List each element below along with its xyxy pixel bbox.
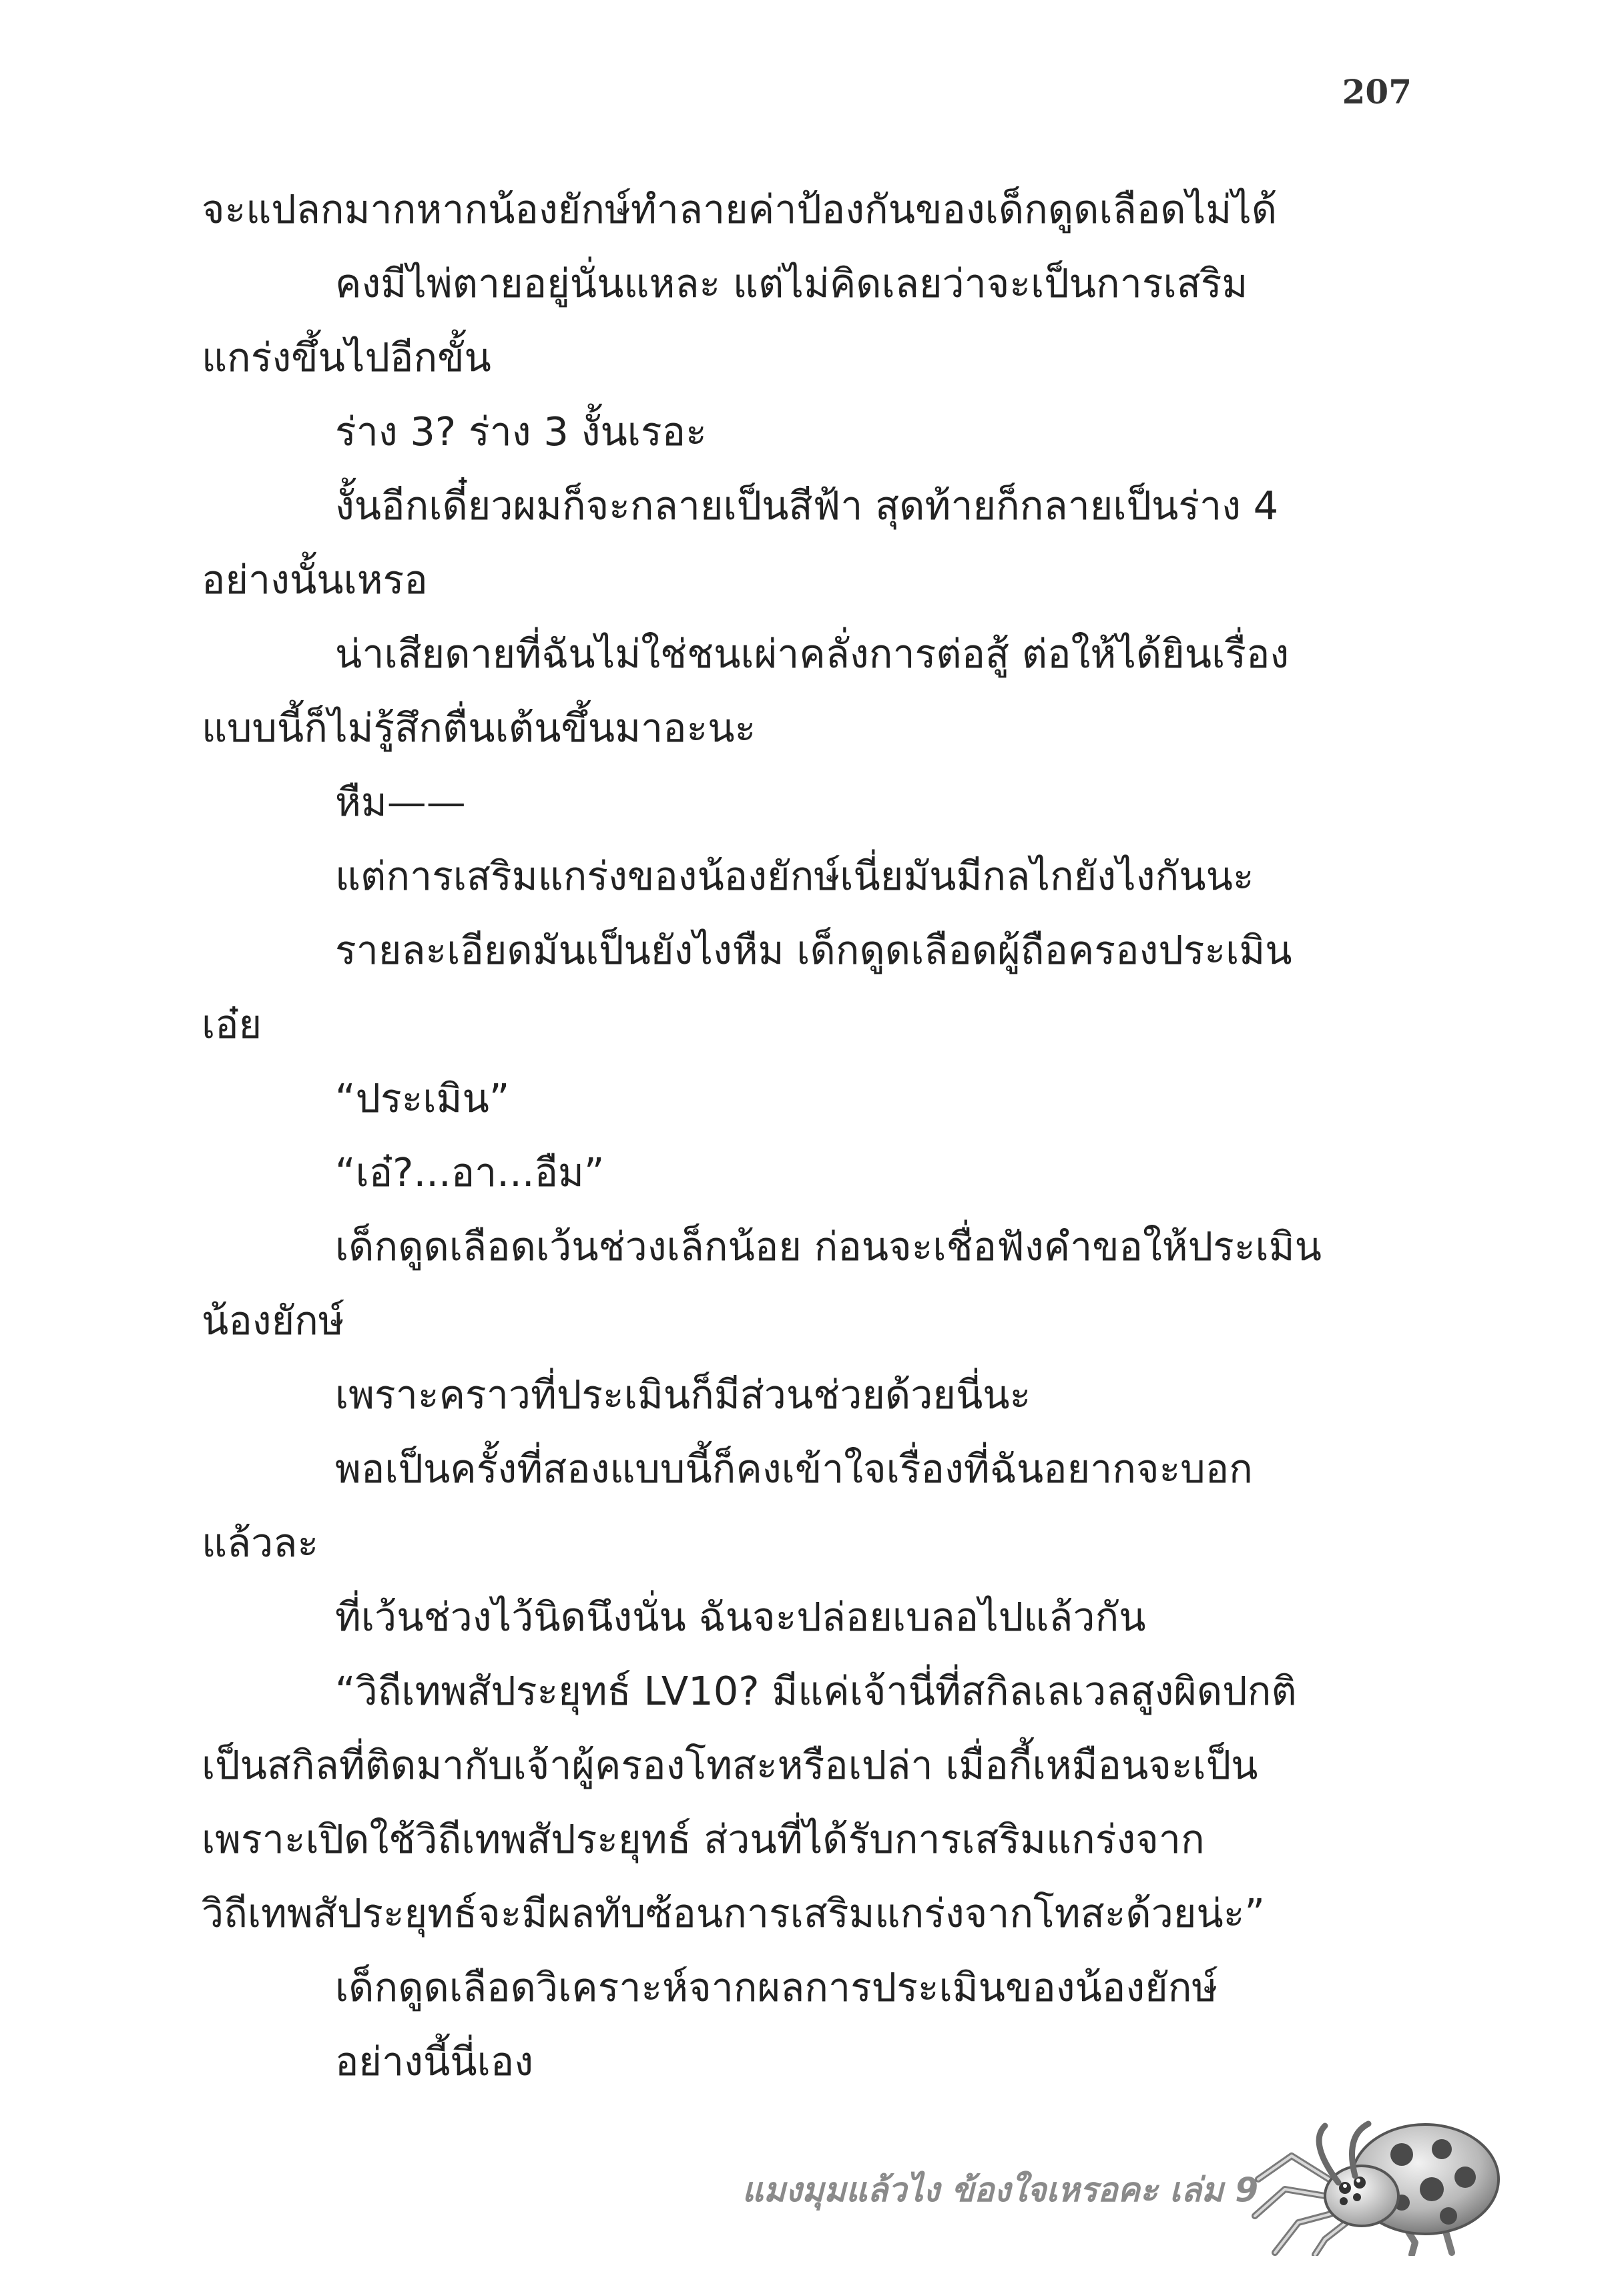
text-line: “ประเมิน”: [335, 1075, 510, 1121]
text-line: แล้วละ: [202, 1520, 319, 1566]
text-line: เป็นสกิลที่ติดมากับเจ้าผู้ครองโทสะหรือเปล่า เมื่อกี้เหมือนจะเป็น: [202, 1742, 1258, 1788]
text-line: อย่างนี้นี่เอง: [335, 2038, 534, 2084]
text-line: แบบนี้ก็ไม่รู้สึกตื่นเต้นขึ้นมาอะนะ: [202, 705, 756, 751]
text-body: [202, 172, 1413, 2098]
text-line: ที่เว้นช่วงไว้นิดนึงนั่น ฉันจะปล่อยเบลอไปแล้วกัน: [335, 1594, 1146, 1640]
page-footer: [0, 2122, 1612, 2256]
text-line: อย่างนั้นเหรอ: [202, 557, 428, 603]
text-line: หืม——: [335, 779, 466, 825]
footer-book-title: แมงมุมแล้วไง ข้องใจเหรอคะ เล่ม 9: [742, 2171, 1258, 2209]
text-line: ร่าง 3? ร่าง 3 งั้นเรอะ: [335, 408, 707, 455]
text-line: วิถีเทพสัประยุทธ์จะมีผลทับซ้อนการเสริมแกร่งจากโทสะด้วยน่ะ”: [202, 1890, 1265, 1936]
text-line: เด็กดูดเลือดวิเคราะห์จากผลการประเมินของน้องยักษ์: [335, 1964, 1218, 2010]
text-line: เด็กดูดเลือดเว้นช่วงเล็กน้อย ก่อนจะเชื่อฟังคำขอให้ประเมิน: [335, 1223, 1322, 1269]
text-line: เพราะเปิดใช้วิถีเทพสัประยุทธ์ ส่วนที่ได้รับการเสริมแกร่งจาก: [202, 1816, 1205, 1862]
text-line: “เอ๋?...อา...อืม”: [335, 1149, 605, 1195]
text-line: เอ๋ย: [202, 1001, 262, 1047]
text-line: รายละเอียดมันเป็นยังไงหืม เด็กดูดเลือดผู้ถือครองประเมิน: [335, 927, 1292, 973]
text-line: เพราะคราวที่ประเมินก็มีส่วนช่วยด้วยนี่นะ: [335, 1372, 1031, 1418]
page-number: 207: [1342, 72, 1412, 111]
text-line: น่าเสียดายที่ฉันไม่ใช่ชนเผ่าคลั่งการต่อสู้ ต่อให้ได้ยินเรื่อง: [335, 631, 1290, 677]
text-line: จะแปลกมากหากน้องยักษ์ทำลายค่าป้องกันของเด็กดูดเลือดไม่ได้: [202, 186, 1278, 232]
text-line: แต่การเสริมแกร่งของน้องยักษ์เนี่ยมันมีกลไกยังไงกันนะ: [335, 853, 1254, 899]
text-line: “วิถีเทพสัประยุทธ์ LV10? มีแค่เจ้านี่ที่สกิลเลเวลสูงผิดปกติ: [335, 1668, 1297, 1714]
text-line: งั้นอีกเดี๋ยวผมก็จะกลายเป็นสีฟ้า สุดท้ายก็กลายเป็นร่าง 4: [335, 483, 1279, 529]
text-line: แกร่งขึ้นไปอีกขั้น: [202, 334, 491, 380]
text-line: น้องยักษ์: [202, 1298, 344, 1344]
text-line: คงมีไพ่ตายอยู่นั่นแหละ แต่ไม่คิดเลยว่าจะเป็นการเสริม: [335, 260, 1248, 306]
text-line: พอเป็นครั้งที่สองแบบนี้ก็คงเข้าใจเรื่องที่ฉันอยากจะบอก: [335, 1446, 1253, 1492]
spider-mascot-icon: [1245, 2116, 1505, 2256]
